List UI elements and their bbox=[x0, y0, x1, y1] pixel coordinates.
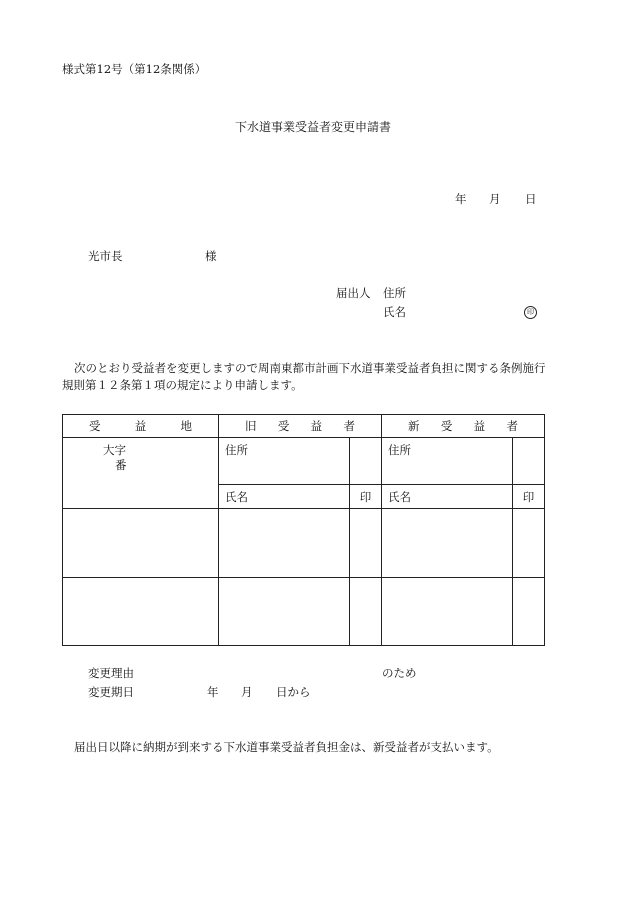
date-month-label: 月 bbox=[489, 192, 501, 206]
statement-line-1: 次のとおり受益者を変更しますので周南東都市計画下水道事業受益者負担に関する条例施行 bbox=[74, 361, 546, 375]
header-former-beneficiary: 旧 受 益 者 bbox=[219, 415, 382, 438]
land-ban-label: 番 bbox=[115, 458, 127, 472]
table-row-2-former[interactable] bbox=[219, 509, 350, 578]
new-name-label: 氏名 bbox=[388, 489, 411, 504]
change-date-month: 月 bbox=[241, 685, 253, 699]
change-date-day-from: 日から bbox=[276, 685, 311, 699]
table-row-2-former-seal bbox=[350, 509, 382, 578]
date-day-label: 日 bbox=[525, 192, 537, 206]
new-address-label: 住所 bbox=[388, 443, 411, 457]
new-address-extra-cell bbox=[513, 438, 545, 485]
table-row-3-new-seal bbox=[513, 578, 545, 646]
seal-icon: 印 bbox=[524, 306, 537, 319]
header-new-beneficiary: 新 受 益 者 bbox=[382, 415, 545, 438]
date-year-label: 年 bbox=[455, 192, 467, 206]
change-date-label: 変更期日 bbox=[88, 685, 134, 699]
former-seal-cell bbox=[350, 485, 382, 509]
change-date-year: 年 bbox=[207, 685, 219, 699]
new-seal-label: 印 bbox=[522, 489, 535, 504]
addressee-honorific: 様 bbox=[205, 249, 217, 263]
land-cell[interactable] bbox=[63, 438, 219, 509]
table-row-3-new[interactable] bbox=[382, 578, 513, 646]
former-name-label: 氏名 bbox=[225, 489, 248, 504]
former-address-extra-cell bbox=[350, 438, 382, 485]
applicant-label: 届出人 bbox=[336, 286, 371, 300]
new-seal-cell bbox=[513, 485, 545, 509]
former-seal-label: 印 bbox=[359, 489, 372, 504]
new-address-cell[interactable] bbox=[382, 438, 513, 485]
form-number: 様式第12号（第12条関係） bbox=[62, 62, 207, 76]
former-name-cell[interactable] bbox=[219, 485, 350, 509]
applicant-address-label: 住所 bbox=[383, 286, 406, 300]
table-row-3-former-seal bbox=[350, 578, 382, 646]
former-address-label: 住所 bbox=[225, 443, 248, 457]
table-row-2-new-seal bbox=[513, 509, 545, 578]
statement-line-2: 規則第１２条第１項の規定により申請します。 bbox=[62, 378, 303, 392]
table-row-2-new[interactable] bbox=[382, 509, 513, 578]
former-address-cell[interactable] bbox=[219, 438, 350, 485]
addressee-name: 光市長 bbox=[88, 249, 123, 263]
reason-label: 変更理由 bbox=[88, 666, 134, 680]
applicant-name-label: 氏名 bbox=[383, 305, 406, 319]
land-oaza-label: 大字 bbox=[103, 443, 126, 457]
table-row-3-land[interactable] bbox=[63, 578, 219, 646]
footer-note: 届出日以降に納期が到来する下水道事業受益者負担金は、新受益者が支払います。 bbox=[74, 740, 499, 754]
new-name-cell[interactable] bbox=[382, 485, 513, 509]
document-title: 下水道事業受益者変更申請書 bbox=[235, 120, 392, 134]
table-row-2-land[interactable] bbox=[63, 509, 219, 578]
beneficiary-table bbox=[62, 414, 545, 646]
header-beneficiary-land: 受 益 地 bbox=[63, 415, 219, 438]
seal-mark bbox=[524, 305, 537, 319]
table-row-3-former[interactable] bbox=[219, 578, 350, 646]
reason-suffix: のため bbox=[382, 666, 417, 680]
